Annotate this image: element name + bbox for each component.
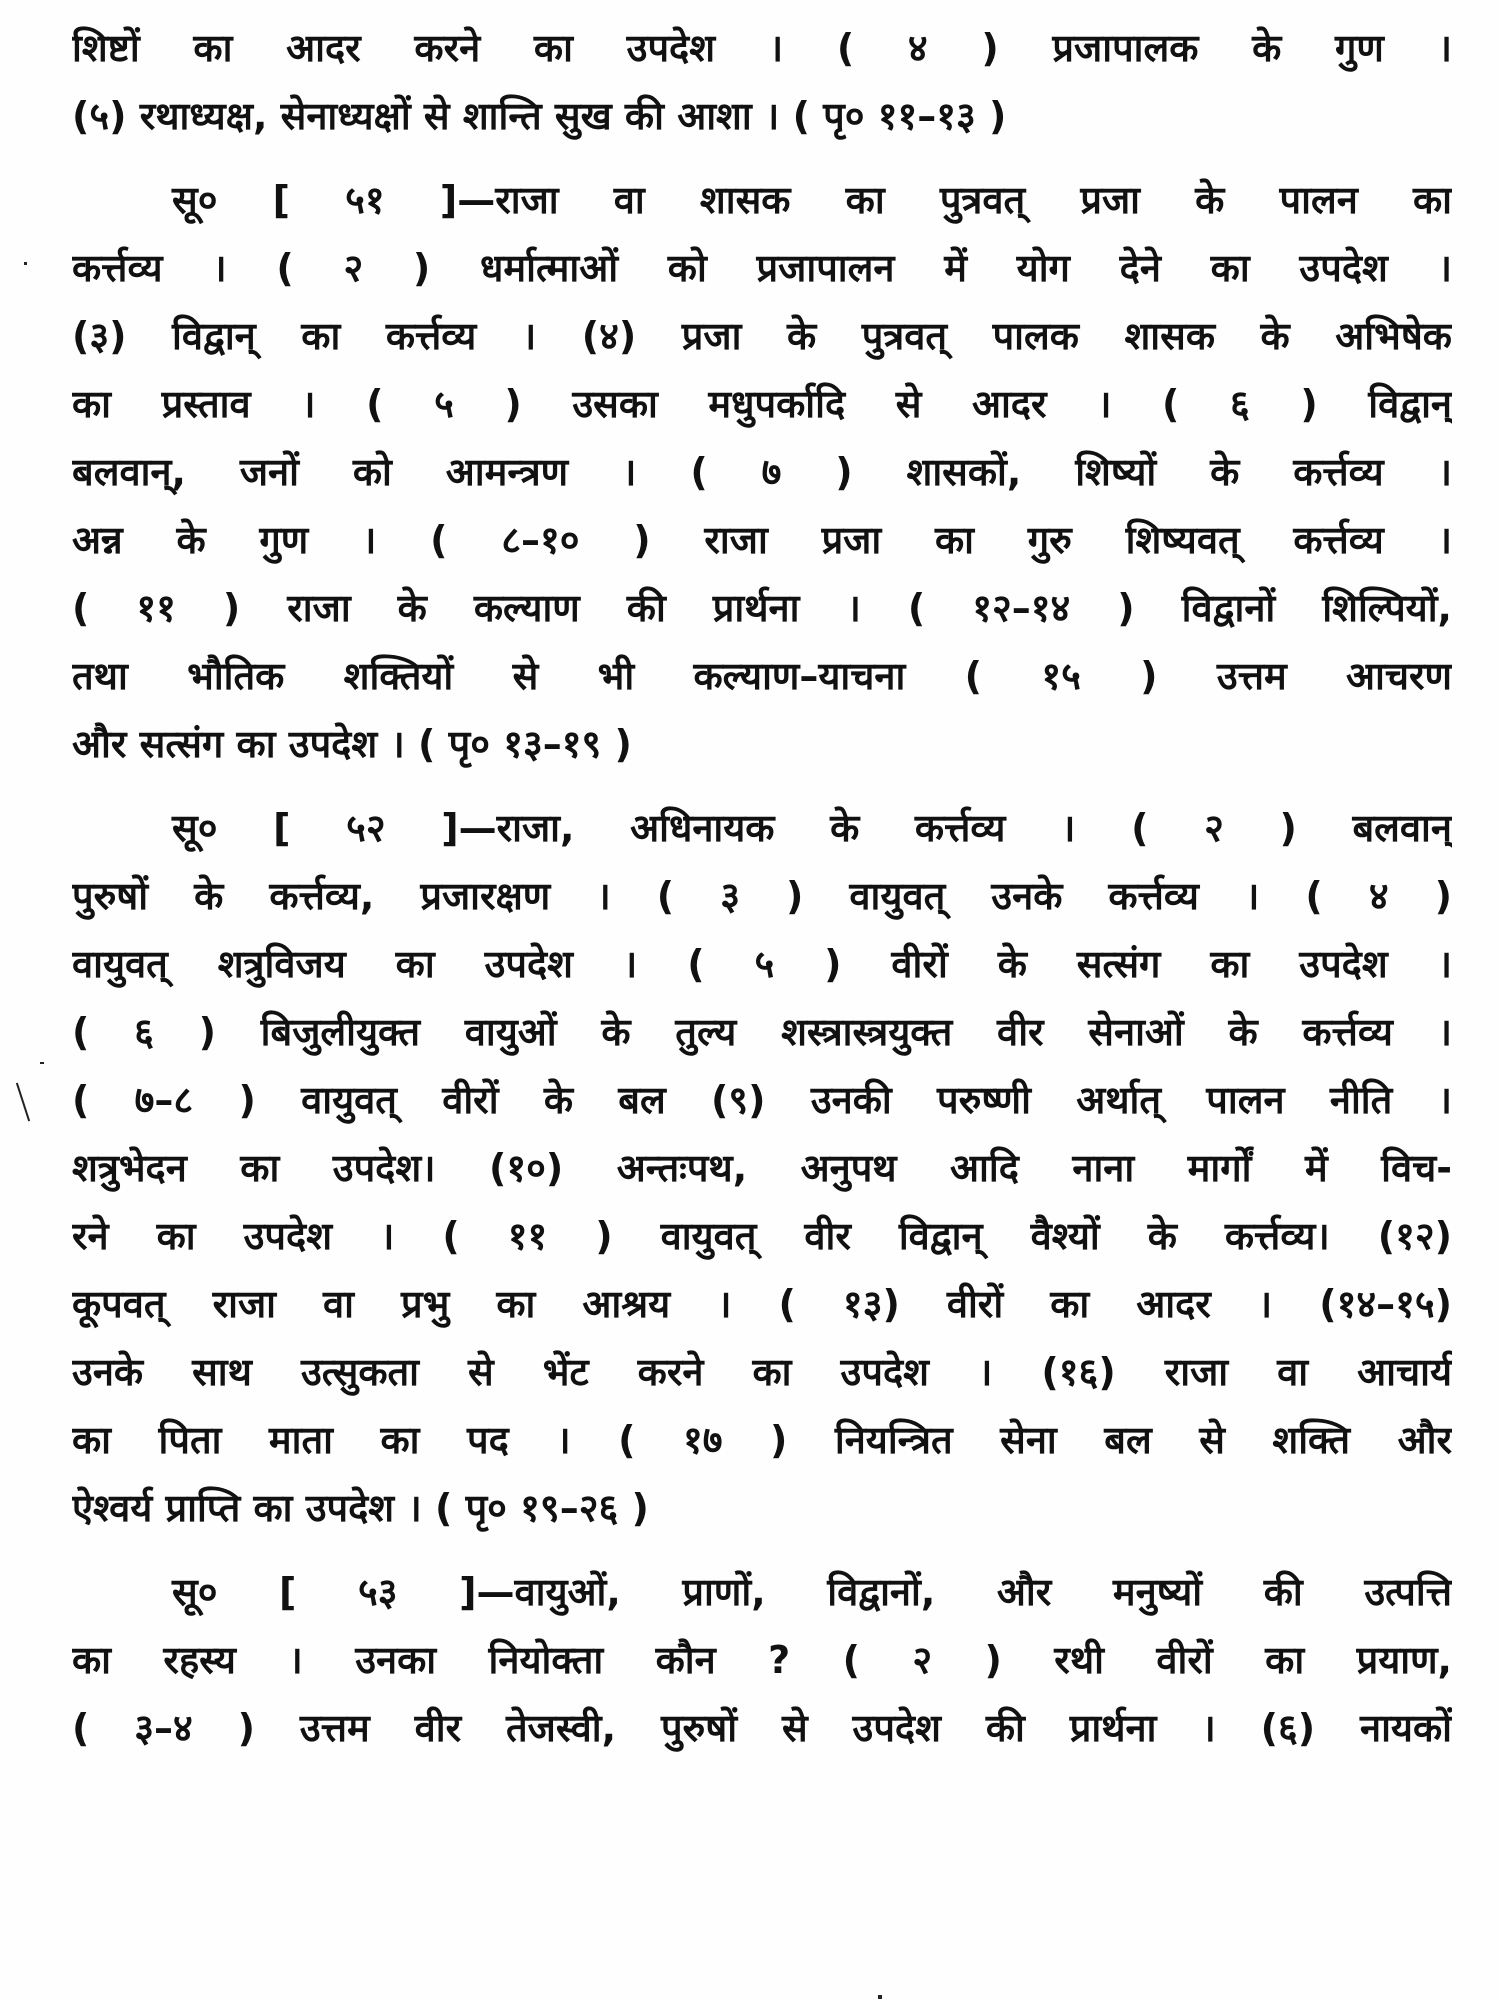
text-line: कूपवत् राजा वा प्रभु का आश्रय । ( १३) वीरों का आदर । (१४–१५) bbox=[72, 1282, 1452, 1326]
text-line: उनके साथ उत्सुकता से भेंट करने का उपदेश । (१६) राजा वा आचार्य bbox=[72, 1350, 1452, 1394]
paragraph-sukta-51 bbox=[72, 166, 1452, 778]
text-line: अन्न के गुण । ( ८–१० ) राजा प्रजा का गुरु शिष्यवत् कर्त्तव्य । bbox=[72, 518, 1452, 562]
text-line: शिष्टों का आदर करने का उपदेश । ( ४ ) प्रजापालक के गुण । bbox=[72, 26, 1452, 70]
text-line: और सत्संग का उपदेश । ( पृ० १३–१९ ) bbox=[72, 722, 632, 766]
index-text-block bbox=[72, 14, 1452, 1762]
paragraph-sukta-52 bbox=[72, 794, 1452, 1542]
text-line: ( ६ ) बिजुलीयुक्त वायुओं के तुल्य शस्त्रास्त्रयुक्त वीर सेनाओं के कर्त्तव्य । bbox=[72, 1010, 1452, 1054]
text-line: (३) विद्वान् का कर्त्तव्य । (४) प्रजा के पुत्रवत् पालक शासक के अभिषेक bbox=[72, 314, 1452, 358]
scan-speck bbox=[878, 1995, 882, 1999]
text-line: पुरुषों के कर्त्तव्य, प्रजारक्षण । ( ३ ) वायुवत् उनके कर्त्तव्य । ( ४ ) bbox=[72, 874, 1452, 918]
paragraph-continuation bbox=[72, 14, 1452, 150]
text-line: सू० [ ५१ ]—राजा वा शासक का पुत्रवत् प्रजा के पालन का bbox=[172, 178, 1452, 222]
text-line: रने का उपदेश । ( ११ ) वायुवत् वीर विद्वान् वैश्यों के कर्त्तव्य। (१२) bbox=[72, 1214, 1452, 1258]
text-line: का प्रस्ताव । ( ५ ) उसका मधुपर्कादि से आदर । ( ६ ) विद्वान् bbox=[72, 382, 1452, 426]
text-line: ( ११ ) राजा के कल्याण की प्रार्थना । ( १२–१४ ) विद्वानों शिल्पियों, bbox=[72, 586, 1452, 630]
text-line: ( ७–८ ) वायुवत् वीरों के बल (९) उनकी परुष्णी अर्थात् पालन नीति । bbox=[72, 1078, 1452, 1122]
text-line: बलवान्, जनों को आमन्त्रण । ( ७ ) शासकों, शिष्यों के कर्त्तव्य । bbox=[72, 450, 1452, 494]
text-line: वायुवत् शत्रुविजय का उपदेश । ( ५ ) वीरों के सत्संग का उपदेश । bbox=[72, 942, 1452, 986]
text-line: ( ३–४ ) उत्तम वीर तेजस्वी, पुरुषों से उपदेश की प्रार्थना । (६) नायकों bbox=[72, 1706, 1452, 1750]
text-line: का पिता माता का पद । ( १७ ) नियन्त्रित सेना बल से शक्ति और bbox=[72, 1418, 1452, 1462]
text-line: का रहस्य । उनका नियोक्ता कौन ? ( २ ) रथी वीरों का प्रयाण, bbox=[72, 1638, 1452, 1682]
text-line: ऐश्वर्य प्राप्ति का उपदेश । ( पृ० १९–२६ ) bbox=[72, 1486, 649, 1530]
text-line: सू० [ ५३ ]—वायुओं, प्राणों, विद्वानों, और मनुष्यों की उत्पत्ति bbox=[172, 1570, 1452, 1614]
scan-speck bbox=[24, 262, 27, 265]
text-line: सू० [ ५२ ]—राजा, अधिनायक के कर्त्तव्य । ( २ ) बलवान् bbox=[172, 806, 1452, 850]
text-line: तथा भौतिक शक्तियों से भी कल्याण–याचना ( १५ ) उत्तम आचरण bbox=[72, 654, 1452, 698]
scan-margin-stroke bbox=[16, 1083, 30, 1122]
text-line: कर्त्तव्य । ( २ ) धर्मात्माओं को प्रजापालन में योग देने का उपदेश । bbox=[72, 246, 1452, 290]
text-line: शत्रुभेदन का उपदेश। (१०) अन्तःपथ, अनुपथ आदि नाना मार्गों में विच- bbox=[72, 1146, 1452, 1190]
paragraph-sukta-53 bbox=[72, 1558, 1452, 1762]
scan-speck bbox=[40, 1062, 44, 1064]
text-line: (५) रथाध्यक्ष, सेनाध्यक्षों से शान्ति सुख की आशा । ( पृ० ११–१३ ) bbox=[72, 94, 1007, 138]
